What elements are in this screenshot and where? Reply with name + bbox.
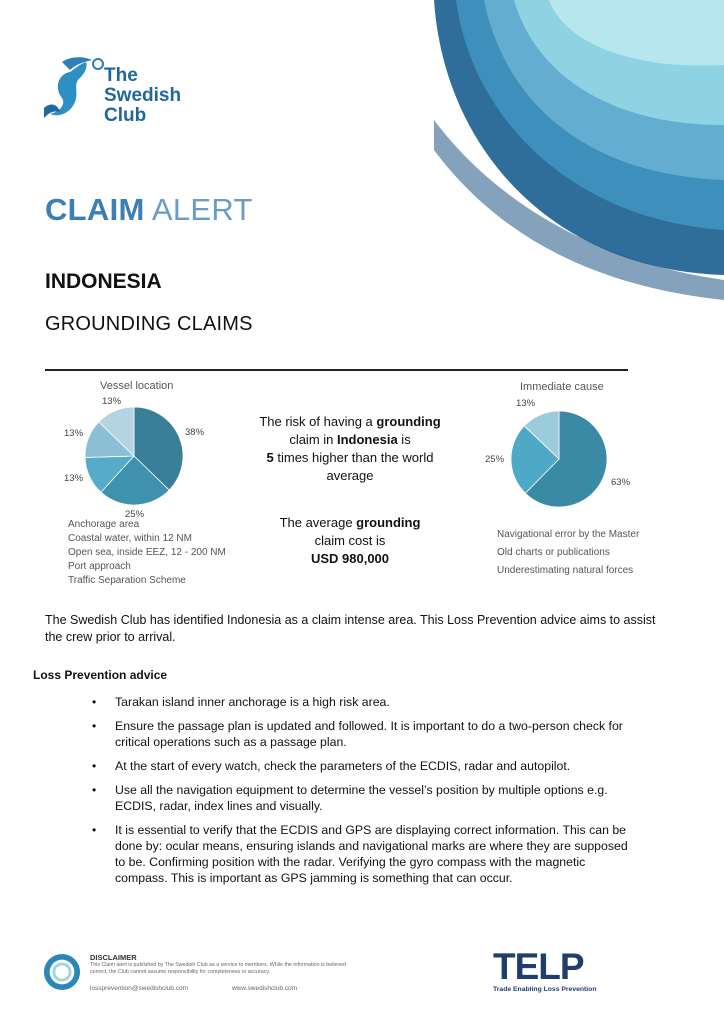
chart-title-immediate-cause: Immediate cause (520, 381, 604, 393)
legend-item: Traffic Separation Scheme (68, 575, 186, 586)
list-item: • Tarakan island inner anchorage is a high risk area. (92, 694, 632, 710)
intro-paragraph: The Swedish Club has identified Indonesia as a claim intense area. This Loss Prevention advice aims to assist the crew prior to arrival. (45, 613, 656, 644)
section-heading: Loss Prevention advice (33, 668, 168, 682)
header-decoration (434, 0, 724, 300)
cost-value: USD 980,000 (310, 551, 390, 566)
list-item: • Ensure the passage plan is updated and followed. It is important to do a two-person check for critical operations such as a passage plan. (92, 718, 632, 750)
cost-statement: The average grounding claim cost is USD 980,000 (279, 515, 421, 566)
brand-name: The Swedish Club (104, 65, 182, 126)
list-item: • Use all the navigation equipment to determine the vessel’s position by multiple options e.g. ECDIS, radar, index lines and visually. (92, 782, 632, 814)
list-item: • At the start of every watch, check the parameters of the ECDIS, radar and autopilot. (92, 758, 632, 774)
chart-title-vessel-location: Vessel location (100, 380, 174, 392)
telp-logo: TELP (493, 946, 584, 987)
advice-list (92, 694, 632, 894)
data-label: 13% (64, 473, 84, 484)
pie-chart-immediate-cause (510, 410, 608, 508)
legend-item: Port approach (68, 561, 131, 572)
data-label: 13% (102, 396, 122, 407)
risk-statement: The risk of having a grounding claim in Indonesia is 5 times higher than the world average (259, 414, 441, 483)
legend-item: Underestimating natural forces (497, 565, 634, 576)
list-item: • It is essential to verify that the ECDIS and GPS are displaying correct information. This can be done by: ocular means, ensuring islands and navigational marks are where they are supposed to be. Confirming position with the radar. Verifying the gyro compass with the magnetic compass. This is important as GPS jamming is something that can occur. (92, 822, 632, 886)
disclaimer-text: This Claim alert is published by The Swedish Club as a service to members. While the information is believed correct, the Club cannot assume responsibility for completeness or accuracy. (90, 962, 347, 975)
legend-vessel-location (68, 518, 226, 588)
legend-item: Coastal water, within 12 NM (68, 533, 192, 544)
legend-item: Navigational error by the Master (497, 529, 640, 540)
pie-chart-vessel-location (84, 406, 184, 506)
divider (45, 369, 628, 371)
data-label: 13% (516, 398, 536, 409)
legend-item: Open sea, inside EEZ, 12 - 200 NM (68, 547, 226, 558)
page-subtitle: GROUNDING CLAIMS (45, 313, 253, 335)
data-label: 38% (185, 427, 205, 438)
data-label: 25% (125, 509, 145, 520)
data-label: 13% (64, 428, 84, 439)
website-link[interactable]: www.swedishclub.com (232, 985, 298, 992)
legend-immediate-cause (497, 526, 639, 580)
legend-item: Old charts or publications (497, 547, 610, 558)
doc-type-title: CLAIM ALERT (45, 192, 253, 227)
footer-logo-icon (43, 953, 81, 991)
email-link[interactable]: lossprevention@swedishclub.com (90, 985, 189, 992)
disclaimer-title: DISCLAIMER (90, 953, 137, 962)
data-label: 63% (611, 477, 631, 488)
legend-item: Anchorage area (68, 519, 140, 530)
telp-tagline: Trade Enabling Loss Prevention (493, 986, 597, 993)
country-heading: INDONESIA (45, 270, 162, 293)
data-label: 25% (485, 454, 505, 465)
